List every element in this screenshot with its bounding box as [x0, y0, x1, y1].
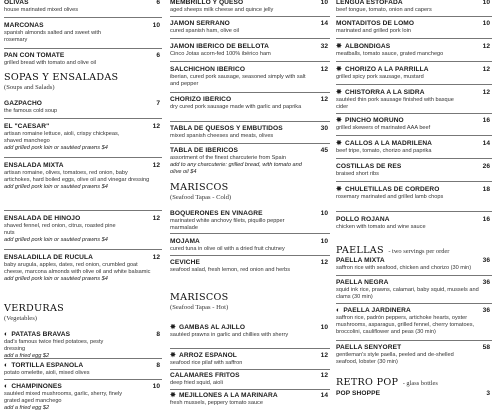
item-price: 10	[152, 383, 160, 390]
item-name: LENGUA ESTOFADA	[336, 0, 403, 6]
item-description: artisan romaine lettuce, aioli, crispy chickpeas, shaved manchego	[4, 131, 120, 144]
divider	[336, 181, 492, 182]
menu-item	[170, 43, 330, 58]
menu-item	[4, 383, 162, 411]
menu-item	[336, 163, 492, 178]
divider	[170, 16, 330, 17]
item-price: 12	[152, 215, 160, 222]
menu-item	[170, 259, 330, 274]
menu-item	[170, 125, 330, 140]
divider	[170, 369, 330, 370]
divider	[336, 38, 492, 39]
item-price: 36	[482, 257, 490, 264]
item-name: ✵ CHULETILLAS DE CORDERO	[336, 186, 440, 193]
section-heading	[336, 240, 492, 258]
item-name: ✵ GAMBAS AL AJILLO	[170, 324, 246, 331]
item-description: baby arugula, apples, dates, red onion, crumbled goat cheese, marcona almonds with olive oil and white balsamic	[4, 262, 151, 275]
item-name: COSTILLAS DE RES	[336, 163, 402, 170]
item-price: 14	[320, 20, 328, 27]
item-addon: add grilled pork loin or sautéed prawns $4	[4, 183, 108, 190]
item-description: dry cured pork sausage made with garlic and paprika	[170, 104, 302, 110]
item-description: aged sheeps milk cheese and quince jelly	[170, 7, 274, 13]
item-price: 12	[152, 123, 160, 130]
item-price: 14	[482, 140, 490, 147]
menu-item	[4, 123, 162, 151]
menu-item	[336, 66, 492, 81]
menu-item	[170, 372, 330, 387]
item-name: PAELLA NEGRA	[336, 279, 389, 286]
divider	[170, 92, 330, 93]
menu-item	[336, 43, 492, 58]
item-description: iberian, cured pork sausage, seasoned simply with salt and pepper	[170, 74, 306, 87]
item-price: 26	[482, 163, 490, 170]
item-description: grilled bread with tomato and olive oil	[4, 60, 97, 66]
item-description: saffron rice with seafood, chicken and chorizo (30 min)	[336, 265, 472, 271]
section-title: MARISCOS	[170, 292, 229, 303]
gluten-free-icon: ✵	[170, 352, 176, 359]
item-name: MOJAMA	[170, 238, 200, 245]
gluten-free-icon: ✵	[336, 66, 342, 73]
menu-item	[170, 392, 330, 407]
item-addon: add grilled pork loin or sautéed prawns $4	[4, 275, 108, 282]
item-price: 10	[152, 22, 160, 29]
item-name: PAN CON TOMATE	[4, 52, 65, 59]
item-addon: add grilled pork loin or sautéed prawns $4	[4, 236, 108, 243]
divider	[4, 379, 162, 380]
item-price: 8	[156, 362, 160, 369]
item-price: 12	[152, 254, 160, 261]
item-description: cured tuna in olive oil with a dried fruit chutney	[170, 246, 285, 252]
menu-item	[4, 162, 162, 190]
menu-item	[170, 210, 330, 232]
item-description: braised short ribs	[336, 171, 379, 177]
item-description: sautéed thin pork sausage finished with basque cider	[336, 97, 454, 110]
item-name: JAMÓN SERRANO	[170, 20, 230, 27]
divider	[170, 61, 330, 62]
item-name: ENSALADA DE HINOJO	[4, 215, 81, 222]
item-description: grilled spicy pork sausage, mustard	[336, 74, 424, 80]
menu-item	[170, 324, 330, 339]
item-name: TABLA DE QUESOS Y EMBUTIDOS	[170, 125, 283, 132]
item-price: 3	[486, 390, 490, 397]
item-description: sautéed prawns in garlic and chillies with sherry	[170, 332, 289, 338]
menu-item	[4, 254, 162, 282]
item-price: 16	[482, 216, 490, 223]
item-addon: add a fried egg $2	[4, 404, 50, 411]
item-name: CALAMARES FRITOS	[170, 372, 240, 379]
item-price: 10	[320, 210, 328, 217]
item-name: CHORIZO IBÉRICO	[170, 96, 232, 103]
item-description: mixed spanish cheeses and meats, olives	[170, 133, 274, 139]
vegetarian-icon: ◐	[336, 307, 341, 314]
item-description: house marinated mixed olives	[4, 7, 78, 13]
item-addon: add to any charcuterie: grilled bread, with tomato and olive oil $4	[170, 161, 302, 175]
item-price: 36	[482, 279, 490, 286]
section-subtitle: - two servings per order	[388, 248, 450, 255]
divider	[336, 303, 492, 304]
menu-item	[336, 344, 492, 366]
divider	[170, 348, 330, 349]
gluten-free-icon: ✵	[170, 324, 176, 331]
item-description: Cinco Jotas acorn-fed 100% ibérico ham	[170, 51, 271, 57]
item-name: ENSALADA MIXTA	[4, 162, 64, 169]
divider	[170, 233, 330, 234]
divider	[170, 389, 330, 390]
menu-item	[4, 0, 162, 14]
divider	[336, 135, 492, 136]
item-description: beef tongue, tomato, onion and capers	[336, 7, 432, 13]
divider	[170, 255, 330, 256]
item-price: 10	[320, 0, 328, 6]
section-title: PAELLAS	[336, 245, 384, 256]
divider	[336, 61, 492, 62]
item-name: ✵ ARROZ ESPAÑOL	[170, 352, 237, 359]
gluten-free-icon: ✵	[336, 89, 342, 96]
section-heading	[336, 372, 492, 390]
item-name: PAELLA MIXTA	[336, 257, 385, 264]
section-subtitle: (Vegetables)	[4, 315, 37, 322]
item-name: ✵ PINCHO MORUNO	[336, 117, 404, 124]
item-price: 12	[320, 96, 328, 103]
item-description: rosemary marinated and grilled lamb chops	[336, 194, 444, 200]
item-description: sautéed mixed mushrooms, garlic, sherry, finely grated aged manchego	[4, 391, 123, 404]
item-price: 12	[482, 66, 490, 73]
menu-item	[4, 100, 162, 115]
item-price: 12	[152, 162, 160, 169]
item-description: beef tripe, tomato, chorizo and paprika	[336, 148, 432, 154]
vegetarian-icon: ◐	[4, 362, 9, 369]
section-subtitle: (Seafood Tapas - Hot)	[170, 304, 229, 311]
section-title: SOPAS Y ENSALADAS	[4, 72, 119, 83]
item-price: 36	[482, 307, 490, 314]
item-price: 6	[156, 0, 160, 6]
item-name: ◐ PAELLA JARDINERA	[336, 307, 411, 314]
item-description: saffron rice, padrón peppers, artichoke hearts, oyster mushrooms, asparagus, grilled fennel, cherry tomatoes, broccolini, cauliflower and peas (30 min)	[336, 315, 475, 335]
menu-item	[170, 66, 330, 88]
item-name: ENSALADILLA DE RÚCULA	[4, 254, 94, 261]
vegetarian-icon: ◐	[4, 383, 9, 390]
item-description: artisan romaine, olives, tomatoes, red onion, baby artichokes, hard boiled eggs, olive oil and vinegar dressing	[4, 170, 150, 183]
section-title: RETRO POP	[336, 377, 399, 388]
menu-item	[4, 215, 162, 243]
menu-item	[170, 147, 330, 175]
menu-item	[170, 238, 330, 253]
item-name: ✵ CHORIZO A LA PARRILLA	[336, 66, 429, 73]
menu-item	[336, 216, 492, 231]
item-price: 10	[320, 238, 328, 245]
item-name: EL "CAESAR"	[4, 123, 50, 130]
item-description: seafood salad, fresh lemon, red onion and herbs	[170, 267, 291, 273]
divider	[4, 210, 162, 211]
menu-item	[170, 352, 330, 367]
item-name: MONTADITOS DE LOMO	[336, 20, 415, 27]
divider	[170, 121, 330, 122]
menu-item	[336, 257, 492, 272]
item-name: TABLA DE IBÉRICOS	[170, 147, 239, 154]
item-name: CEVICHE	[170, 259, 201, 266]
menu-item	[336, 0, 492, 14]
item-price: 10	[482, 0, 490, 6]
item-description: chicken with tomato and wine sauce	[336, 224, 426, 230]
item-description: spanish almonds salted and sweet with rosemary	[4, 30, 102, 43]
menu-item	[170, 20, 330, 35]
section-subtitle: - glass bottles	[402, 380, 438, 387]
divider	[4, 118, 162, 119]
menu-item	[170, 96, 330, 111]
item-name: OLIVAS	[4, 0, 29, 6]
divider	[336, 16, 492, 17]
menu-item	[336, 186, 492, 201]
item-description: squid ink rice, prawns, calamari, baby squid, mussels and clams (30 min)	[336, 287, 479, 300]
divider	[4, 249, 162, 250]
item-price: 12	[320, 372, 328, 379]
item-price: 30	[320, 125, 328, 132]
divider	[336, 84, 492, 85]
item-description: shaved fennel, red onion, citrus, roasted pine nuts	[4, 223, 116, 236]
menu-item	[336, 279, 492, 301]
item-price: 6	[156, 52, 160, 59]
item-name: ✵ MEJILLONES A LA MARINARA	[170, 392, 278, 399]
gluten-free-icon: ✵	[336, 186, 342, 193]
item-name: GAZPACHO	[4, 100, 43, 107]
section-title: VERDURAS	[4, 303, 65, 314]
item-price: 10	[320, 324, 328, 331]
item-description: marinated white anchovy filets, piquillo pepper marmalade	[170, 218, 285, 231]
item-name: ◐ PATATAS BRAVAS	[4, 331, 71, 338]
menu-item	[4, 331, 162, 359]
divider	[336, 113, 492, 114]
divider	[170, 143, 330, 144]
item-price: 10	[482, 20, 490, 27]
item-description: fresh mussels, peppery tomato sauce	[170, 400, 263, 406]
menu-item	[336, 140, 492, 155]
item-description: deep fried squid, aioli	[170, 380, 223, 386]
item-name: ◐ TORTILLA ESPAÑOLA	[4, 362, 84, 369]
menu-item	[336, 307, 492, 335]
divider	[336, 275, 492, 276]
item-name: ✵ ALBÓNDIGAS	[336, 43, 391, 50]
item-description: dad's famous twice fried potatoes, pesty dressing	[4, 339, 104, 352]
item-name: JAMÓN IBÉRICO DE BELLOTA	[170, 43, 269, 50]
item-description: gentleman's style paella, peeled and de-shelled seafood, lobster (30 min)	[336, 352, 454, 365]
item-addon: add grilled pork loin or sautéed prawns $4	[4, 144, 108, 151]
divider	[336, 340, 492, 341]
item-name: MARCONAS	[4, 22, 44, 29]
divider	[170, 38, 330, 39]
menu-item	[336, 390, 492, 398]
divider	[4, 157, 162, 158]
gluten-free-icon: ✵	[336, 117, 342, 124]
item-description: seafood rice pilaf with saffron	[170, 360, 243, 366]
item-name: PAELLA SENYORET	[336, 344, 402, 351]
divider	[336, 211, 492, 212]
item-price: 12	[320, 259, 328, 266]
divider	[4, 358, 162, 359]
item-name: POLLO ROJANA	[336, 216, 390, 223]
gluten-free-icon: ✵	[170, 392, 176, 399]
item-name: ✵ CALLOS A LA MADRILEÑA	[336, 140, 433, 147]
menu-item	[4, 22, 162, 44]
menu-item	[170, 0, 330, 14]
divider	[4, 17, 162, 18]
item-price: 45	[320, 147, 328, 154]
item-price: 12	[482, 43, 490, 50]
gluten-free-icon: ✵	[336, 140, 342, 147]
menu-item	[4, 52, 162, 67]
item-description: assortment of the finest charcuterie from Spain	[170, 155, 286, 161]
item-description: potato omelette, aioli, mixed olives	[4, 370, 90, 376]
item-price: 12	[320, 66, 328, 73]
divider	[336, 158, 492, 159]
section-title: MARISCOS	[170, 182, 229, 193]
item-description: meatballs, tomato sauce, grated manchego	[336, 51, 444, 57]
item-description: grilled skewers of marinated AAA beef	[336, 125, 431, 131]
item-name: BOQUERONES EN VINAGRE	[170, 210, 263, 217]
item-addon: add a fried egg $2	[4, 352, 50, 359]
menu-item	[4, 362, 162, 377]
item-price: 12	[320, 352, 328, 359]
item-price: 7	[156, 100, 160, 107]
menu-item	[336, 20, 492, 35]
item-name: ◐ CHAMPIÑONES	[4, 383, 62, 390]
item-name: POP SHOPPE	[336, 390, 381, 397]
item-price: 58	[482, 344, 490, 351]
item-price: 12	[482, 89, 490, 96]
menu-item	[336, 89, 492, 111]
vegetarian-icon: ◐	[4, 331, 9, 338]
item-name: SALCHICHÓN IBÉRICO	[170, 66, 246, 73]
item-description: the famous cold soup	[4, 108, 58, 114]
item-name: ✵ CHISTORRA A LA SIDRA	[336, 89, 425, 96]
divider	[4, 48, 162, 49]
item-price: 16	[482, 117, 490, 124]
item-price: 14	[320, 392, 328, 399]
menu-item	[336, 117, 492, 132]
item-price: 18	[482, 186, 490, 193]
gluten-free-icon: ✵	[336, 43, 342, 50]
item-price: 8	[156, 331, 160, 338]
item-name: MEMBRILLO Y QUESO	[170, 0, 244, 6]
item-description: marinated and grilled pork loin	[336, 28, 411, 34]
item-description: cured spanish ham, olive oil	[170, 28, 240, 34]
item-price: 32	[320, 43, 328, 50]
section-subtitle: (Seafood Tapas - Cold)	[170, 194, 232, 201]
section-subtitle: (Soups and Salads)	[4, 84, 55, 91]
